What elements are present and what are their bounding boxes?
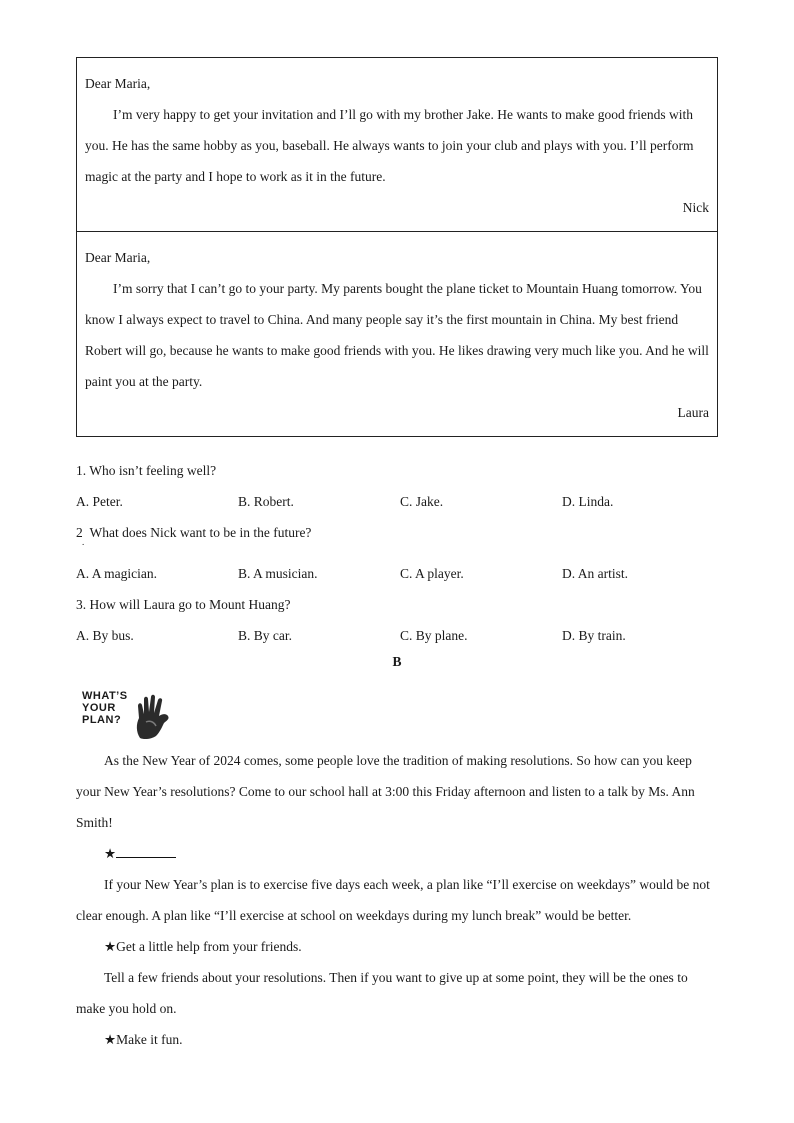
option-a: A. Peter. [76,494,123,509]
hand-icon [132,692,172,740]
letter-laura [77,231,717,436]
option-a: A. A magician. [76,566,157,581]
letter-greeting: Dear Maria, [85,76,151,91]
logo-text [82,690,128,726]
tip-1-title [76,838,718,869]
letter-nick [77,58,717,231]
answer-blank[interactable] [116,843,176,858]
option-c: C. Jake. [400,494,444,509]
option-d: D. By train. [562,628,626,643]
star-icon: ★ [104,846,117,861]
logo-line: WHAT’S [82,690,128,702]
question-2 [76,517,726,548]
question-1: 1. Who isn’t feeling well? [76,463,217,478]
letter-signature: Nick [682,200,709,215]
letter-body: I’m very happy to get your invitation and I’ll go with my brother Jake. He wants to make good friends with you. He has the same hobby as you, baseball. He always wants to join your club and plays with you. I’ll perform magic at the party and I hope to work as it in the future. [85,107,694,184]
passage-intro: As the New Year of 2024 comes, some people love the tradition of making resolutions. So how can you keep your New Year’s resolutions? Come to our school hall at 3:00 this Friday afternoon and listen to a talk by Ms. Ann Smith! [76,753,695,830]
option-c: C. By plane. [400,628,468,643]
letter-signature: Laura [677,405,709,420]
option-b: B. Robert. [238,494,294,509]
tip-2-title: ★Get a little help from your friends. [104,939,302,954]
questions [76,455,726,651]
question-1-options [76,486,726,517]
question-2-text: What does Nick want to be in the future? [89,525,312,540]
question-3: 3. How will Laura go to Mount Huang? [76,597,291,612]
tip-2-body: Tell a few friends about your resolutions. Then if you want to give up at some point, they will be the ones to make you hold on. [76,970,688,1016]
tip-3-title: ★Make it fun. [104,1032,183,1047]
logo-line: PLAN? [82,714,122,726]
option-a: A. By bus. [76,628,134,643]
logo-line: YOUR [82,702,116,714]
letters-box [76,57,718,437]
tip-1-body: If your New Year’s plan is to exercise five days each week, a plan like “I’ll exercise on weekdays” would be not clear enough. A plan like “I’ll exercise at school on weekdays during my lunch break” would be better. [76,877,710,923]
letter-body: I’m sorry that I can’t go to your party. My parents bought the plane ticket to Mountain Huang tomorrow. You know I always expect to travel to China. And many people say it’s the first mountain in China. My best friend Robert will go, because he wants to make good friends with you. He likes drawing very much like you. And he will paint you at the party. [85,281,709,389]
question-2-dot: . [82,537,85,547]
section-heading: B [392,654,402,669]
option-b: B. By car. [238,628,292,643]
plan-logo [82,690,174,742]
passage [76,745,718,1055]
option-d: D. Linda. [562,494,614,509]
letter-greeting: Dear Maria, [85,250,151,265]
option-b: B. A musician. [238,566,318,581]
question-2-number: 2 [76,525,83,540]
option-d: D. An artist. [562,566,628,581]
option-c: C. A player. [400,566,464,581]
question-3-options [76,620,726,651]
question-2-options [76,558,726,589]
